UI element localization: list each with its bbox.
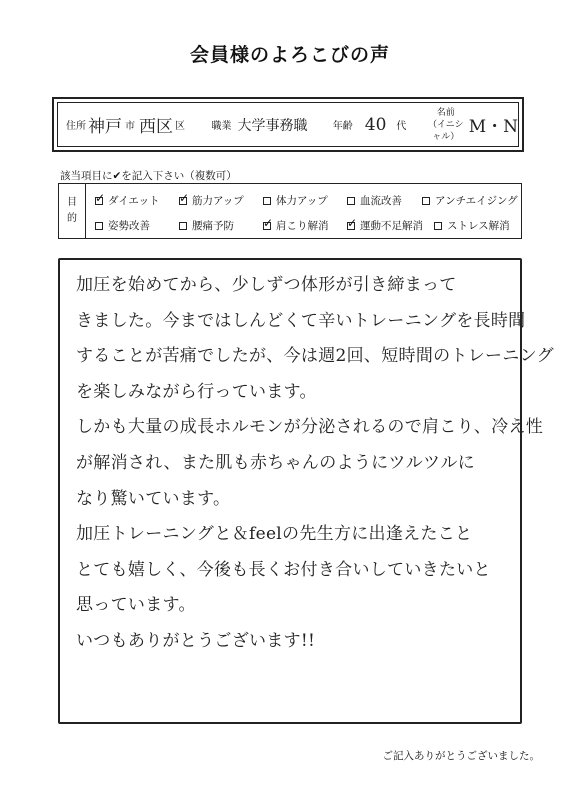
comment-text [76, 268, 554, 660]
age-label: 年齢 [332, 121, 353, 132]
option-back-pain[interactable] [179, 218, 263, 233]
option-muscle[interactable] [179, 193, 263, 208]
name-label-line2: （イニシャル） [427, 119, 464, 142]
comment-line: 思っています。 [76, 595, 196, 616]
option-posture-label: 姿勢改善 [108, 220, 150, 232]
name-cell [425, 103, 518, 146]
option-diet[interactable] [95, 193, 179, 208]
purpose-label-char1: 目 [67, 197, 77, 208]
page-title: 会員様のよろこびの声 [189, 44, 390, 66]
city-suffix: 市 [125, 121, 135, 132]
option-stamina-label: 体力アップ [276, 195, 328, 207]
name-label [425, 107, 467, 143]
option-diet-label: ダイエット [108, 195, 160, 207]
option-exercise[interactable] [347, 218, 434, 233]
checkbox-stamina[interactable] [263, 197, 271, 205]
age-cell [333, 103, 425, 146]
option-stiff-shoulder-label: 肩こり解消 [276, 220, 329, 232]
checkbox-anti-aging[interactable] [422, 197, 430, 205]
purpose-label-char2: 的 [67, 213, 77, 224]
ward-suffix: 区 [175, 121, 185, 132]
age-value: 40 [364, 114, 387, 135]
member-info-inner [57, 102, 519, 147]
comment-line: 加圧を始めてから、少しずつ体形が引き締まって [76, 275, 457, 295]
address-label: 住所 [66, 121, 86, 132]
option-anti-aging-label: アンチエイジング [435, 195, 518, 207]
job-label: 職業 [211, 121, 232, 132]
option-stress[interactable] [434, 218, 510, 233]
name-value: M・N [468, 117, 518, 137]
comment-line: いつもありがとうございます!! [76, 630, 316, 651]
footer-thanks: ご記入ありがとうございました。 [382, 750, 540, 762]
comment-line: 加圧トレーニングと＆feelの先生方に出逢えたこと [76, 524, 473, 545]
purpose-options-row2 [95, 218, 510, 233]
option-circulation[interactable] [347, 193, 422, 208]
purpose-box [58, 183, 522, 239]
job-cell [212, 103, 333, 146]
comment-line: しかも大量の成長ホルモンが分泌されるので肩こり、冷え性 [76, 417, 544, 438]
address-city-value: 神戸 [88, 117, 122, 137]
option-exercise-label: 運動不足解消 [360, 220, 423, 232]
apply-hint: 該当項目に✔を記入下さい（複数可） [60, 170, 237, 182]
comment-line: が解消され、また肌も赤ちゃんのようにツルツルに [76, 452, 475, 473]
comment-box [58, 258, 554, 724]
checkbox-back-pain[interactable] [179, 222, 187, 230]
checkbox-muscle[interactable] [179, 197, 187, 205]
checkbox-posture[interactable] [95, 222, 103, 230]
purpose-label [59, 184, 86, 238]
option-posture[interactable] [95, 218, 179, 233]
option-stamina[interactable] [263, 193, 347, 208]
address-cell [58, 103, 212, 146]
option-anti-aging[interactable] [422, 193, 518, 208]
comment-line: なり驚いています。 [76, 488, 231, 509]
purpose-options-row1 [95, 193, 518, 208]
option-stiff-shoulder[interactable] [263, 218, 347, 233]
option-muscle-label: 筋力アップ [192, 195, 244, 207]
checkbox-exercise[interactable] [347, 222, 355, 230]
member-info-box [52, 97, 524, 152]
option-circulation-label: 血流改善 [360, 195, 402, 207]
checkbox-diet[interactable] [95, 197, 103, 205]
age-suffix: 代 [396, 121, 407, 132]
comment-line: を楽しみながら行っています。 [76, 381, 317, 402]
address-ward-value: 西区 [139, 117, 173, 137]
checkbox-stress[interactable] [434, 222, 442, 230]
option-back-pain-label: 腰痛予防 [192, 220, 234, 232]
option-stress-label: ストレス解消 [447, 220, 510, 232]
comment-line: することが苦痛でしたが、今は週2回、短時間のトレーニング [76, 346, 554, 367]
name-label-line1: 名前 [436, 107, 455, 118]
comment-line: とても嬉しく、今後も長くお付き合いしていきたいと [76, 559, 491, 580]
job-value: 大学事務職 [237, 117, 308, 134]
checkbox-circulation[interactable] [347, 197, 355, 205]
comment-line: きました。今まではしんどくて辛いトレーニングを長時間 [76, 310, 526, 331]
checkbox-stiff-shoulder[interactable] [263, 222, 271, 230]
